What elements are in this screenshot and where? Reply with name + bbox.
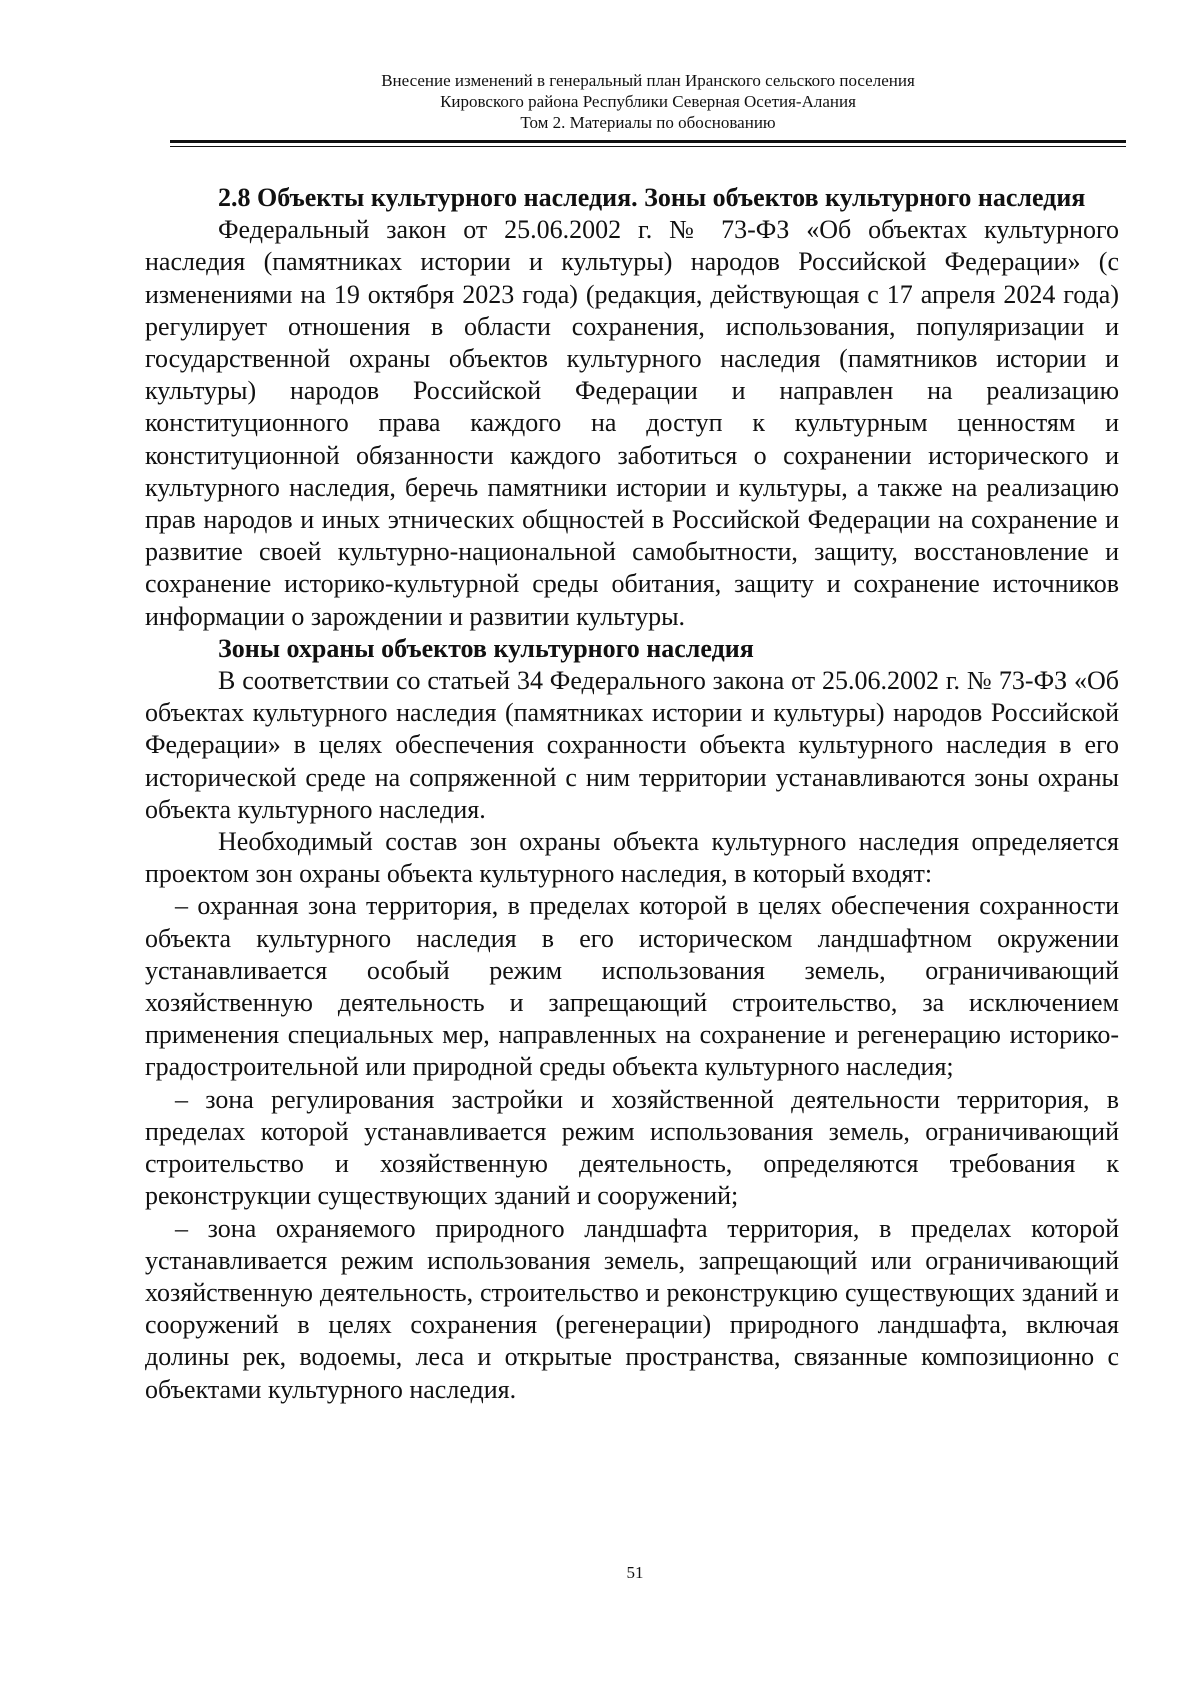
list-item-protection-zone: – охранная зона территория, в пределах которой в целях обеспечения сохранности объекта культурного наследия в его историческом ландшафтном окружении устанавливается особый режим использования земель, ограничивающий хозяйственную деятельность и запрещающий строительство, за исключением применения специальных мер, направленных на сохранение и регенерацию историко-градостроительной или природной среды объекта культурного наследия; <box>145 891 1119 1082</box>
running-header <box>170 70 1126 133</box>
header-rule-thick <box>170 140 1126 143</box>
header-rule-thin <box>170 146 1126 147</box>
paragraph-federal-law: Федеральный закон от 25.06.2002 г. № 73-ФЗ «Об объектах культурного наследия (памятниках истории и культуры) народов Российской Федерации» (с изменениями на 19 октября 2023 года) (редакция, действующая с 17 апреля 2024 года) регулирует отношения в области сохранения, использования, популяризации и государственной охраны объектов культурного наследия (памятников истории и культуры) народов Российской Федерации и направлен на реализацию конституционного права каждого на доступ к культурным ценностям и конституционной обязанности каждого заботиться о сохранении исторического и культурного наследия, беречь памятники истории и культуры, а также на реализацию прав народов и иных этнических общностей в Российской Федерации на сохранение и развитие своей культурно-национальной самобытности, защиту, восстановление и сохранение историко-культурной среды обитания, защиту и сохранение источников информации о зарождении и развитии культуры. <box>145 215 1119 631</box>
header-line-2: Кировского района Республики Северная Осетия-Алания <box>440 92 856 111</box>
header-line-1: Внесение изменений в генеральный план Иранского сельского поселения <box>381 71 915 90</box>
page-number: 51 <box>626 1563 644 1582</box>
list-item-landscape-zone: – зона охраняемого природного ландшафта территория, в пределах которой устанавливается режим использования земель, запрещающий или ограничивающий хозяйственную деятельность, строительство и реконструкцию существующих зданий и сооружений в целях сохранения (регенерации) природного ландшафта, включая долины рек, водоемы, леса и открытые пространства, связанные композиционно с объектами культурного наследия. <box>145 1213 1119 1404</box>
paragraph-zone-composition: Необходимый состав зон охраны объекта культурного наследия определяется проектом зон охраны объекта культурного наследия, в который входят: <box>145 827 1119 889</box>
list-item-regulation-zone: – зона регулирования застройки и хозяйственной деятельности территория, в пределах которой устанавливается режим использования земель, ограничивающий строительство и хозяйственную деятельность, определяются требования к реконструкции существующих зданий и сооружений; <box>145 1084 1119 1211</box>
section-heading: 2.8 Объекты культурного наследия. Зоны объектов культурного наследия <box>218 183 1086 212</box>
paragraph-article-34: В соответствии со статьей 34 Федерального закона от 25.06.2002 г. № 73-ФЗ «Об объектах культурного наследия (памятниках истории и культуры) народов Российской Федерации» в целях обеспечения сохранности объекта культурного наследия в его исторической среде на сопряженной с ним территории устанавливаются зоны охраны объекта культурного наследия. <box>145 666 1119 824</box>
subsection-heading: Зоны охраны объектов культурного наследия <box>218 633 754 663</box>
header-line-3: Том 2. Материалы по обоснованию <box>520 113 776 132</box>
document-body <box>145 182 1119 1406</box>
